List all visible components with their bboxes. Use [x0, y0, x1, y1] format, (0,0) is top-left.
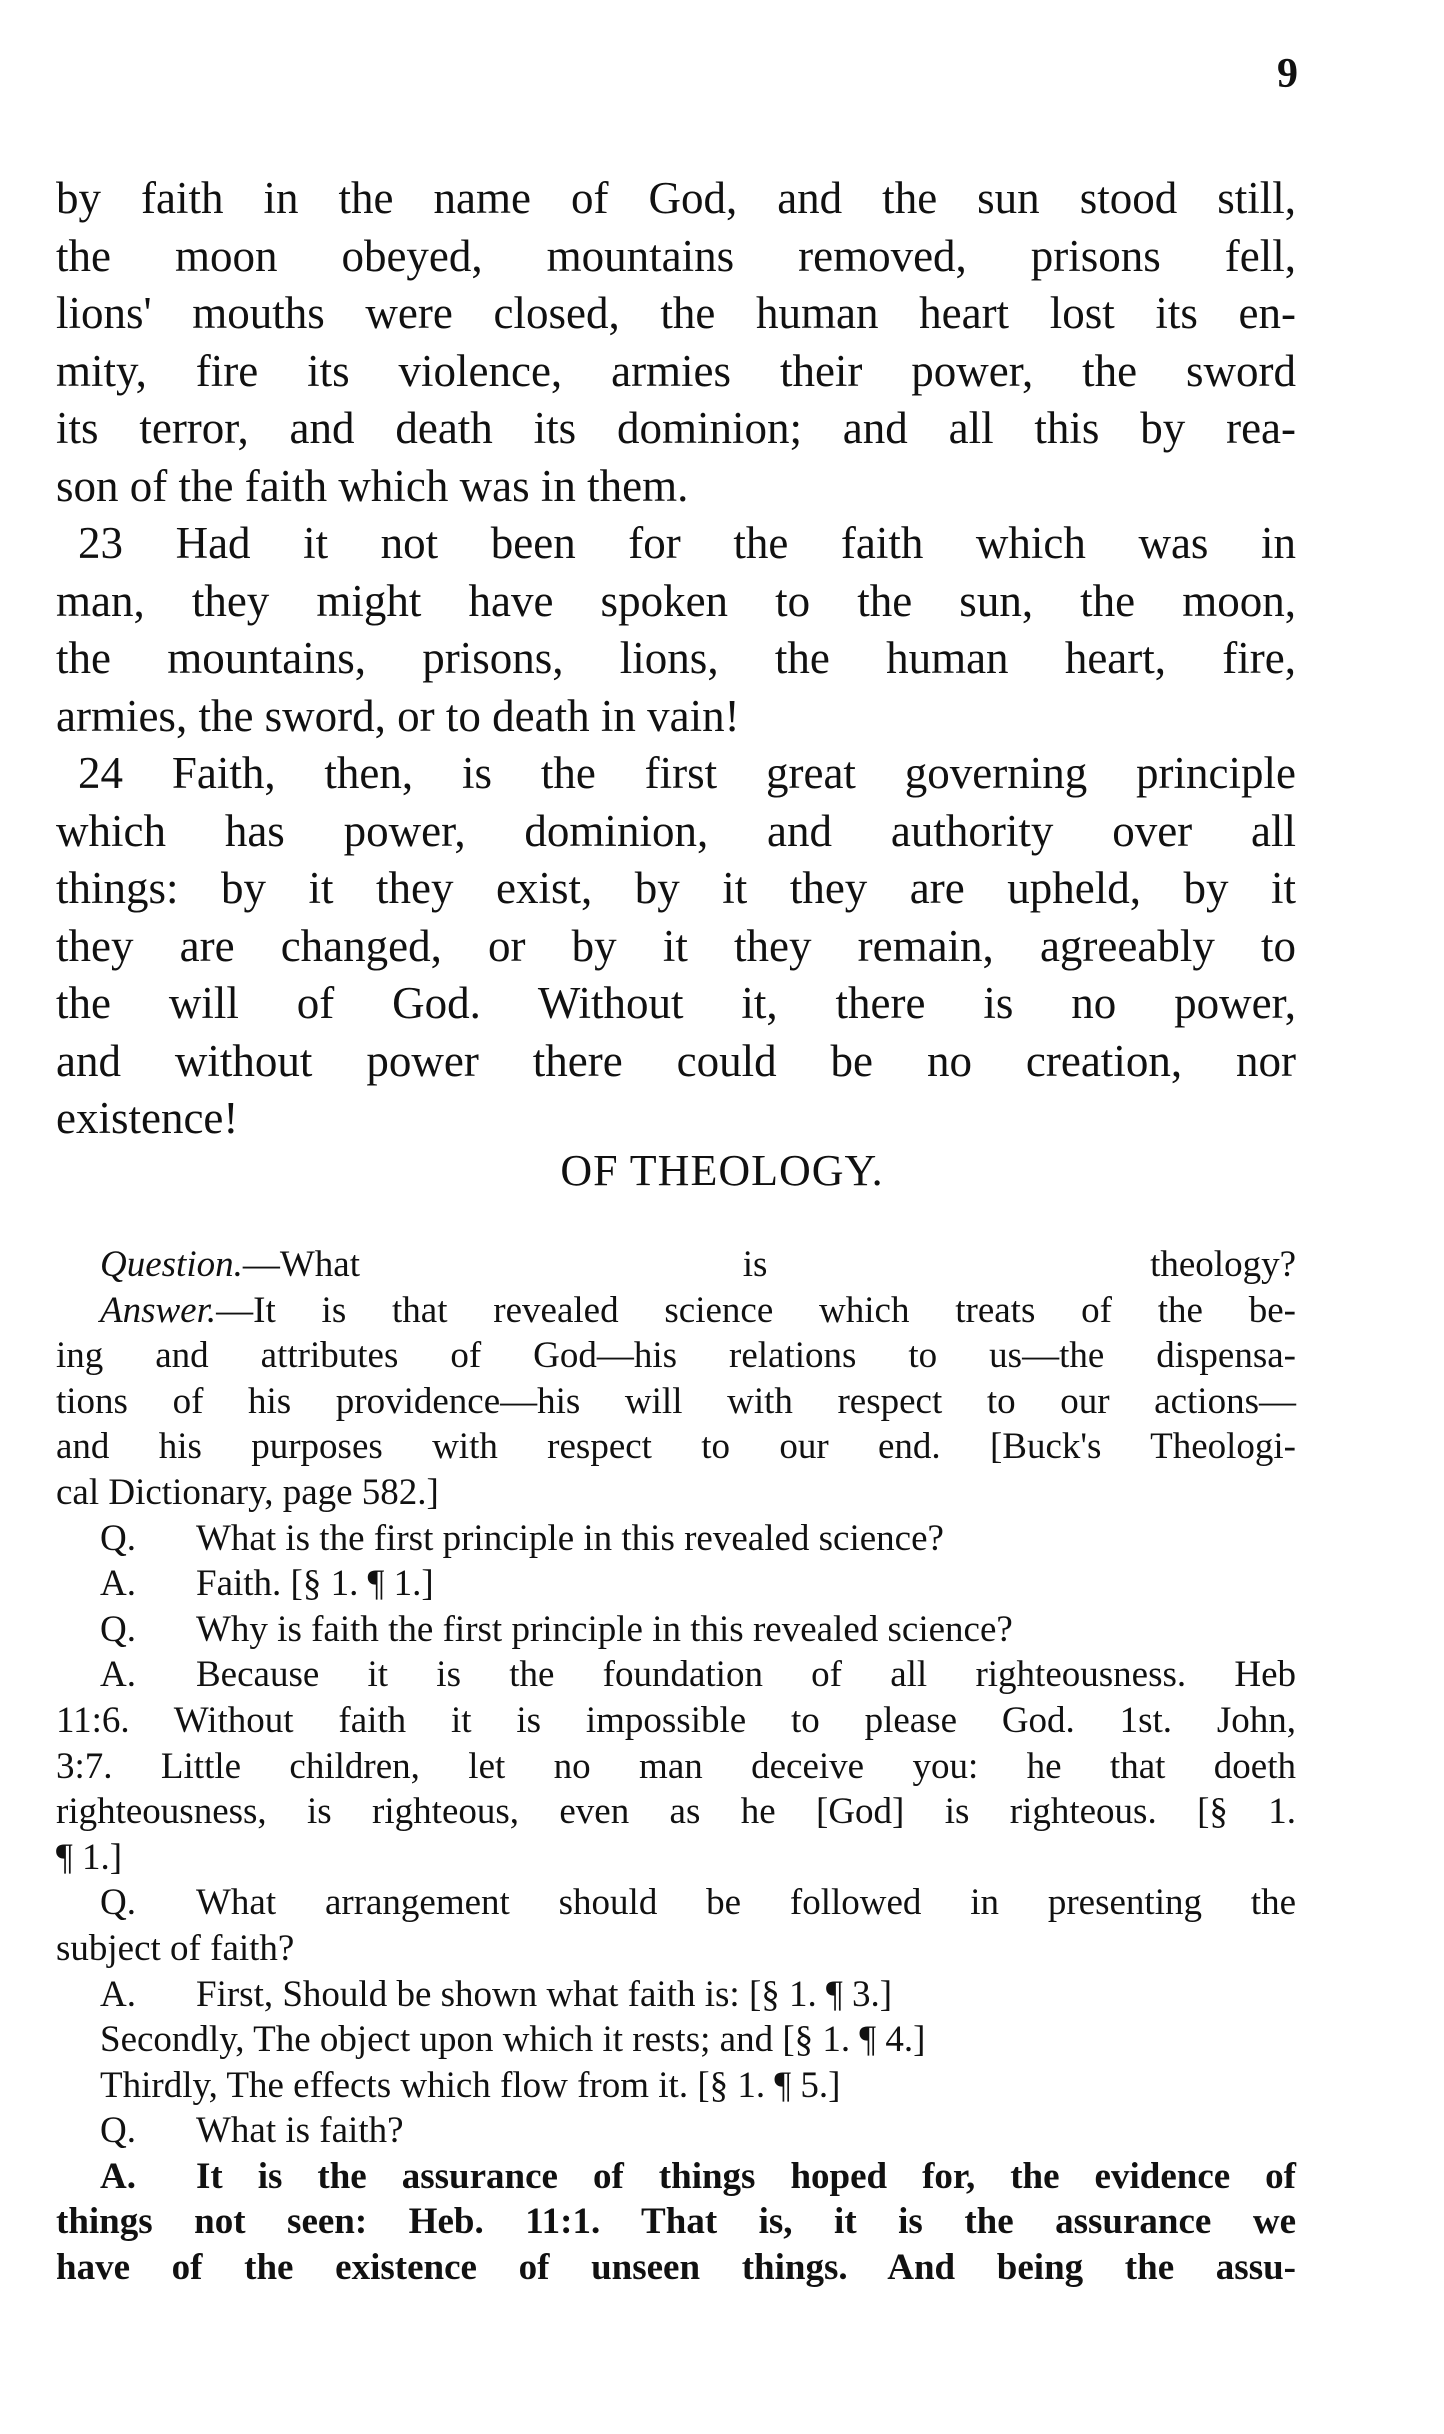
text-line: things: by it they exist, by it they are upheld, by it	[56, 863, 1296, 913]
answer-line: tions of his providence—his will with respect to our actions—	[56, 1380, 1296, 1422]
text-line: armies, the sword, or to death in vain!	[56, 690, 740, 741]
page-number: 9	[1277, 51, 1298, 97]
q-label: Q.	[100, 2110, 136, 2152]
a-label: A.	[100, 1563, 136, 1605]
qa-answer	[56, 1561, 1296, 1607]
question-line	[56, 1242, 1296, 1288]
answer-line: have of the existence of unseen things. And being the assu-	[56, 2247, 1296, 2289]
text-line: lions' mouths were closed, the human heart lost its en-	[56, 288, 1296, 338]
q-label: Q.	[100, 1882, 136, 1924]
question-text: —What is theology?	[242, 1244, 1296, 1285]
answer-line: Thirdly, The effects which flow from it. [§ 1. ¶ 5.]	[100, 2064, 841, 2106]
qa-question	[56, 1516, 1296, 1562]
a-label: A.	[100, 2155, 136, 2197]
a-text: It is the assurance of things hoped for, the evidence of	[196, 2155, 1296, 2197]
catechism-section	[56, 1242, 1296, 2291]
answer-line: Secondly, The object upon which it rests; and [§ 1. ¶ 4.]	[100, 2019, 926, 2061]
a-text: Faith. [§ 1. ¶ 1.]	[196, 1563, 434, 1605]
qa-answer	[56, 1972, 1296, 2018]
q-text: What arrangement should be followed in presenting the	[196, 1882, 1296, 1924]
answer-line: 3:7. Little children, let no man deceive you: he that doeth	[56, 1745, 1296, 1787]
text-line: by faith in the name of God, and the sun stood still,	[56, 173, 1296, 223]
section-heading: OF THEOLOGY.	[560, 1146, 884, 1195]
a-text: First, Should be shown what faith is: [§ 1. ¶ 3.]	[196, 1973, 893, 2015]
answer-line: ing and attributes of God—his relations to us—the dispensa-	[56, 1335, 1296, 1377]
text-line: existence!	[56, 1093, 239, 1143]
answer-line	[56, 1288, 1296, 1334]
answer-line: 11:6. Without faith it is impossible to please God. 1st. John,	[56, 1699, 1296, 1741]
answer-line: cal Dictionary, page 582.]	[56, 1471, 439, 1513]
text-line: son of the faith which was in them.	[56, 460, 689, 511]
answer-line: ¶ 1.]	[56, 1836, 123, 1878]
text-line: and without power there could be no creation, nor	[56, 1035, 1296, 1086]
question-line: subject of faith?	[56, 1927, 295, 1969]
answer-line: and his purposes with respect to our end. [Buck's Theologi-	[56, 1426, 1296, 1468]
q-label: Q.	[100, 1517, 136, 1559]
a-text: Because it is the foundation of all righteousness. Heb	[196, 1654, 1296, 1696]
answer-label: Answer.	[100, 1289, 217, 1331]
text-line: the mountains, prisons, lions, the human heart, fire,	[56, 633, 1296, 683]
verse-24-line: 24 Faith, then, is the first great governing principle	[78, 748, 1296, 798]
qa-question	[56, 1607, 1296, 1653]
text-line: which has power, dominion, and authority over all	[56, 805, 1296, 856]
text-line: man, they might have spoken to the sun, the moon,	[56, 575, 1296, 626]
q-label: Q.	[100, 1608, 136, 1650]
answer-text: —It is that revealed science which treats of the be-	[216, 1289, 1296, 1331]
a-label: A.	[100, 1654, 136, 1696]
answer-line: things not seen: Heb. 11:1. That is, it is the assurance we	[56, 2201, 1296, 2243]
text-line: the moon obeyed, mountains removed, prisons fell,	[56, 230, 1296, 281]
text-line: they are changed, or by it they remain, agreeably to	[56, 920, 1296, 971]
qa-answer	[56, 1652, 1296, 1698]
answer-line: righteousness, is righteous, even as he [God] is righteous. [§ 1.	[56, 1791, 1296, 1833]
a-label: A.	[100, 1973, 136, 2015]
text-line: its terror, and death its dominion; and all this by rea-	[56, 403, 1296, 453]
text-line: mity, fire its violence, armies their power, the sword	[56, 345, 1296, 396]
text-line: the will of God. Without it, there is no power,	[56, 978, 1296, 1028]
verse-23-line: 23 Had it not been for the faith which was in	[78, 518, 1296, 568]
q-text: What is faith?	[196, 2110, 404, 2152]
q-text: Why is faith the first principle in this revealed science?	[196, 1608, 1013, 1650]
qa-question	[56, 2108, 1296, 2154]
qa-answer	[56, 2154, 1296, 2200]
question-label: Question.	[100, 1244, 243, 1285]
q-text: What is the first principle in this revealed science?	[196, 1517, 944, 1559]
faith-paragraphs	[56, 170, 1296, 1148]
qa-question	[56, 1880, 1296, 1926]
